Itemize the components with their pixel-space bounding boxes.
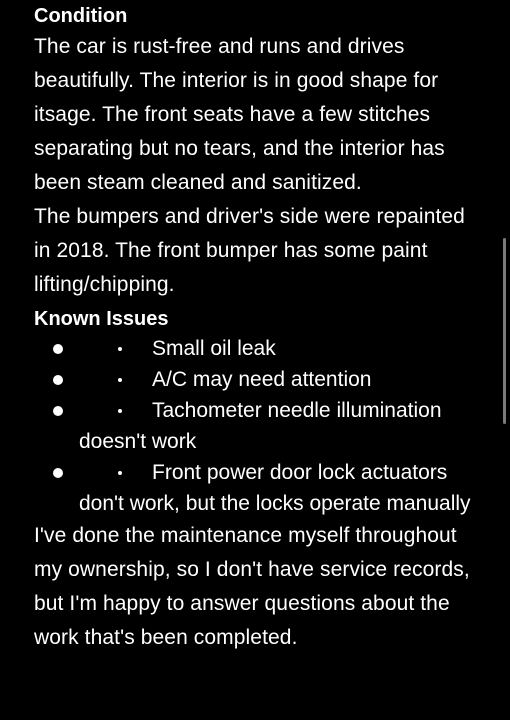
bullet-icon [53,406,63,416]
issue-text: Small oil leak [152,337,276,360]
known-issues-list [34,333,484,519]
maintenance-paragraph: I've done the maintenance myself throughout my ownership, so I don't have service records, but I'm happy to answer questions about the work that's been completed. [34,524,470,649]
small-bullet-icon [118,378,122,382]
listing-description [34,2,484,655]
list-item [34,457,484,519]
paint-paragraph: The bumpers and driver's side were repainted in 2018. The front bumper has some paint lifting/chipping. [34,205,465,296]
list-item [34,333,484,364]
bullet-icon [53,344,63,354]
scrollbar[interactable] [503,238,506,424]
condition-paragraph: The car is rust-free and runs and drives beautifully. The interior is in good shape for itsage. The front seats have a few stitches separating but no tears, and the interior has been steam cleaned and sanitized. [34,35,445,194]
issue-text: Front power door lock actuators don't work, but the locks operate manually [79,461,471,515]
bullet-icon [53,375,63,385]
issue-text: Tachometer needle illumination doesn't work [79,399,442,453]
bullet-icon [53,468,63,478]
known-issues-heading: Known Issues [34,308,169,330]
small-bullet-icon [118,409,122,413]
condition-heading: Condition [34,5,128,27]
small-bullet-icon [118,471,122,475]
small-bullet-icon [118,347,122,351]
list-item [34,364,484,395]
issue-text: A/C may need attention [152,368,372,391]
list-item [34,395,484,457]
